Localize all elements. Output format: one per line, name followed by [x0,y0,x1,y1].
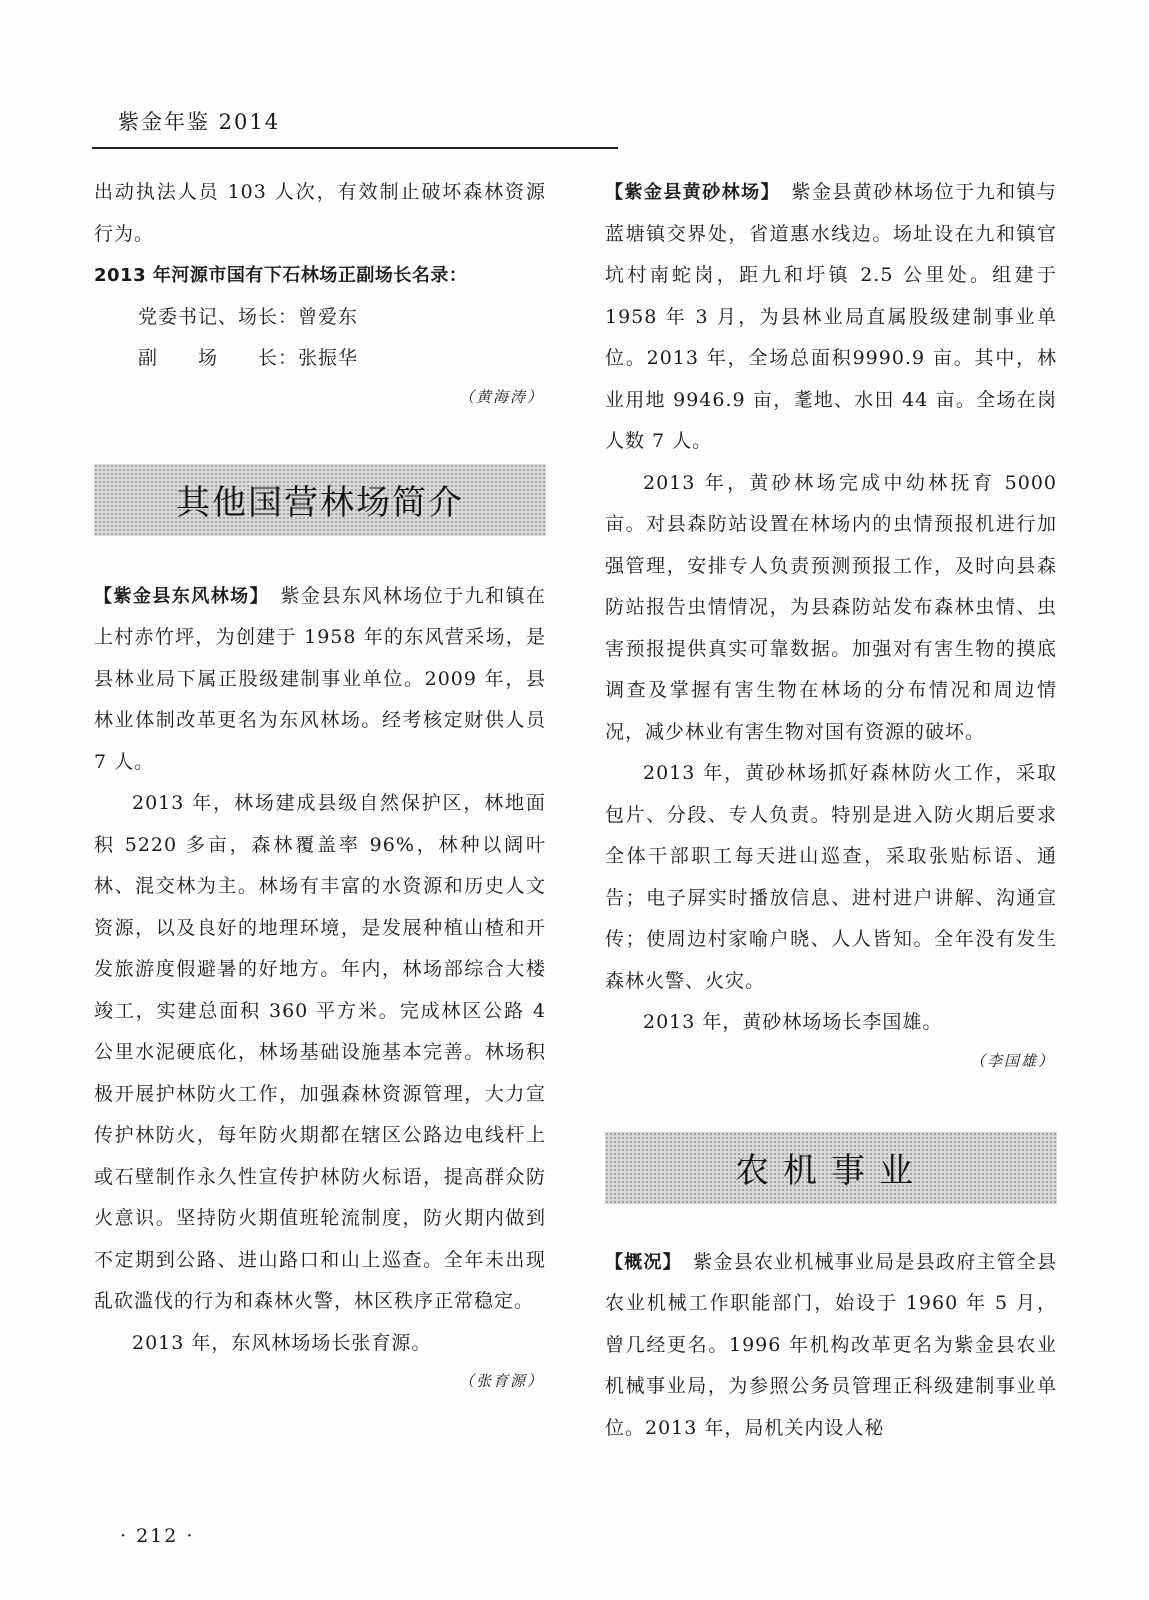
paragraph-huangsha-fire: 2013 年，黄砂林场抓好森林防火工作，采取包片、分段、专人负责。特别是进入防火期后要求全体干部职工每天进山巡查，采取张贴标语、通告；电子屏实时播放信息、进村进户讲解、沟通宣传；使周边村家喻户晓、人人皆知。全年没有发生森林火警、火灾。 [605,762,1057,992]
dongfeng-intro-text: 紫金县东风林场位于九和镇在上村赤竹坪，为创建于 1958 年的东风营采场，是县林业局下属正股级建制事业单位。2009 年，县林业体制改革更名为东风林场。经考核定财供人员 7 人。 [94,584,546,773]
entry-label-overview: 【概况】 [605,1251,673,1273]
paragraph-huangsha-director: 2013 年，黄砂林场场长李国雄。 [643,1011,943,1033]
roster-item-deputy: 副 场 长：张振华 [138,347,359,369]
paragraph-dongfeng-intro [94,576,546,784]
paragraph-huangsha-intro [605,172,1057,463]
right-column [605,172,1057,1449]
paragraph-enforcement: 出动执法人员 103 人次，有效制止破坏森林资源行为。 [94,181,546,245]
author-credit: （李国雄） [969,1051,1055,1070]
roster-item-director: 党委书记、场长：曾爱东 [138,305,359,328]
overview-text: 紫金县农业机械事业局是县政府主管全县农业机械工作职能部门，始设于 1960 年 5 月，曾几经更名。1996 年机构改革更名为紫金县农业机械事业局，为参照公务员管理正科级建制事业单位。2013 年，局机关内设人秘 [605,1250,1057,1439]
header-rule [92,147,618,149]
section-heading-forest-farms: 其他国营林场简介 [94,464,546,536]
paragraph-huangsha-tending: 2013 年，黄砂林场完成中幼林抚育 5000 亩。对县森防站设置在林场内的虫情预报机进行加强管理，安排专人负责预测预报工作，及时向县森防站报告虫情情况，为县森防站发布森林虫情、虫害预报提供真实可靠数据。加强对有害生物的摸底调查及掌握有害生物在林场的分布情况和周边情况，减少林业有害生物对国有资源的破坏。 [605,471,1057,743]
huangsha-intro-text: 紫金县黄砂林场位于九和镇与蓝塘镇交界处，省道惠水线边。场址设在九和镇官坑村南蛇岗，距九和圩镇 2.5 公里处。组建于 1958 年 3 月，为县林业局直属股级建制事业单位。2013 年，全场总面积9990.9 亩。其中，林业用地 9946.9 亩，耄地、水田 44 亩。全场在岗人数 7 人。 [605,181,1057,452]
entry-label-huangsha: 【紫金县黄砂林场】 [605,182,772,203]
page-number: · 212 · [120,1525,195,1547]
section-heading-agri-machinery: 农机事业 [605,1132,1057,1204]
paragraph-dongfeng-director: 2013 年，东风林场场长张育源。 [132,1331,432,1354]
header-title: 紫金年鉴 2014 [118,110,281,134]
entry-label-dongfeng: 【紫金县东风林场】 [94,585,261,607]
left-column [94,172,546,1396]
paragraph-overview [605,1242,1057,1450]
paragraph-dongfeng-2013: 2013 年，林场建成县级自然保护区，林地面积 5220 多亩，森林覆盖率 96%，林种以阔叶林、混交林为主。林场有丰富的水资源和历史人文资源，以及良好的地理环境，是发展种植山楂和开发旅游度假避暑的好地方。年内，林场部综合大楼竣工，实建总面积 360 平方米。完成林区公路 4 公里水泥硬底化，林场基础设施基本完善。林场积极开展护林防火工作，加强森林资源管理，大力宣传护林防火，每年防火期都在辖区公路边电线杆上或石壁制作永久性宣传护林防火标语，提高群众防火意识。坚持防火期值班轮流制度，防火期内做到不定期到公路、进山路口和山上巡查。全年未出现乱砍滥伐的行为和森林火警，林区秩序正常稳定。 [94,792,546,1312]
author-credit: （黄海涛） [458,387,544,406]
roster-title: 2013 年河源市国有下石林场正副场长名录： [94,265,468,286]
author-credit: （张育源） [458,1372,544,1390]
